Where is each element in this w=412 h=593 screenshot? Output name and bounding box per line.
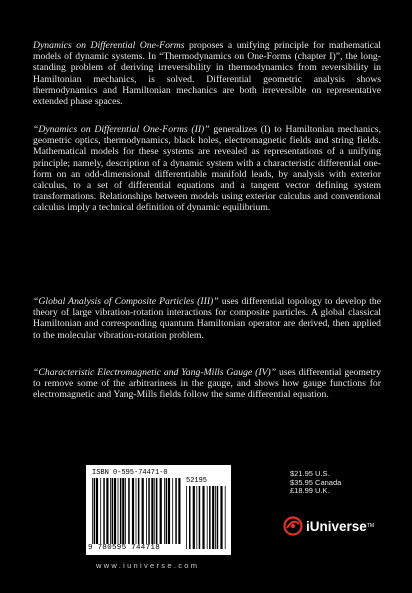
- paragraph-4-title: “Characteristic Electromagnetic and Yang-Mills Gauge (IV)”: [33, 367, 277, 378]
- paragraph-2-body: generalizes (I) to Hamiltonian mechanics, geometric optics, thermodynamics, black holes, electromagnetic fields and string fields. Mathematical models for these systems are revealed as representations of a unifying principle; namely, description of a dynamic system with a characteristic differential one-form on an odd-dimensional differentiable manifold leads, by analysis with exterior calculus, to a set of differential equations and a tangent vector defining system transformations. Relationships between models using exterior calculus and conventional calculus imply a technical definition of dynamic equilibrium.: [33, 124, 381, 214]
- price-uk: £18.99 U.K.: [290, 486, 330, 496]
- publisher-name: iUniverse: [306, 518, 367, 534]
- publisher-logo: [283, 516, 374, 536]
- ean-number: 9 780595 744718: [88, 544, 161, 552]
- paragraph-1-body: proposes a unifying principle for mathematical models of dynamic systems. In “Thermodynamics on One-Forms (chapter I)”, the long-standing problem of deriving irreversibility in thermodynamics from reversibility in Hamiltonian mechanics, is solved. Differential geometric analysis shows thermodynamics and Hamiltonian mechanics are both irreversible on representative extended phase spaces.: [33, 40, 381, 108]
- isbn-barcode: [86, 465, 231, 555]
- price-canada: $35.95 Canada: [290, 477, 342, 487]
- paragraph-4-body: uses differential geometry to remove some of the arbitrariness in the gauge, and shows how gauge functions for electromagnetic and Yang-Mills fields follow the same differential equation.: [33, 367, 382, 401]
- paragraph-3-body: uses differential topology to develop the theory of large vibration-rotation interactions for composite particles. A global classical Hamiltonian and corresponding quantum Hamiltonian operator are derived, then applied to the molecular vibration-rotation problem.: [33, 296, 381, 341]
- paragraph-2-title: “Dynamics on Differential One-Forms (II)”: [33, 124, 210, 135]
- barcode-bars: [86, 465, 231, 555]
- barcode-addon-number: 52195: [186, 477, 208, 485]
- description-paragraph-4: [33, 367, 381, 401]
- paragraph-1-title: Dynamics on Differential One-Forms: [33, 40, 185, 51]
- description-paragraph-3: [33, 296, 381, 341]
- website-url: www.iuniverse.com: [96, 561, 200, 570]
- price-list: [290, 470, 341, 496]
- price-us: $21.95 U.S.: [290, 469, 330, 478]
- trademark-mark: TM: [366, 523, 375, 529]
- isbn-label: ISBN 0-595-74471-0: [92, 469, 168, 477]
- description-paragraph-1: [33, 40, 381, 107]
- description-paragraph-2: [33, 124, 381, 214]
- iuniverse-swirl-icon: [283, 516, 303, 536]
- paragraph-3-title: “Global Analysis of Composite Particles (III)”: [33, 296, 219, 307]
